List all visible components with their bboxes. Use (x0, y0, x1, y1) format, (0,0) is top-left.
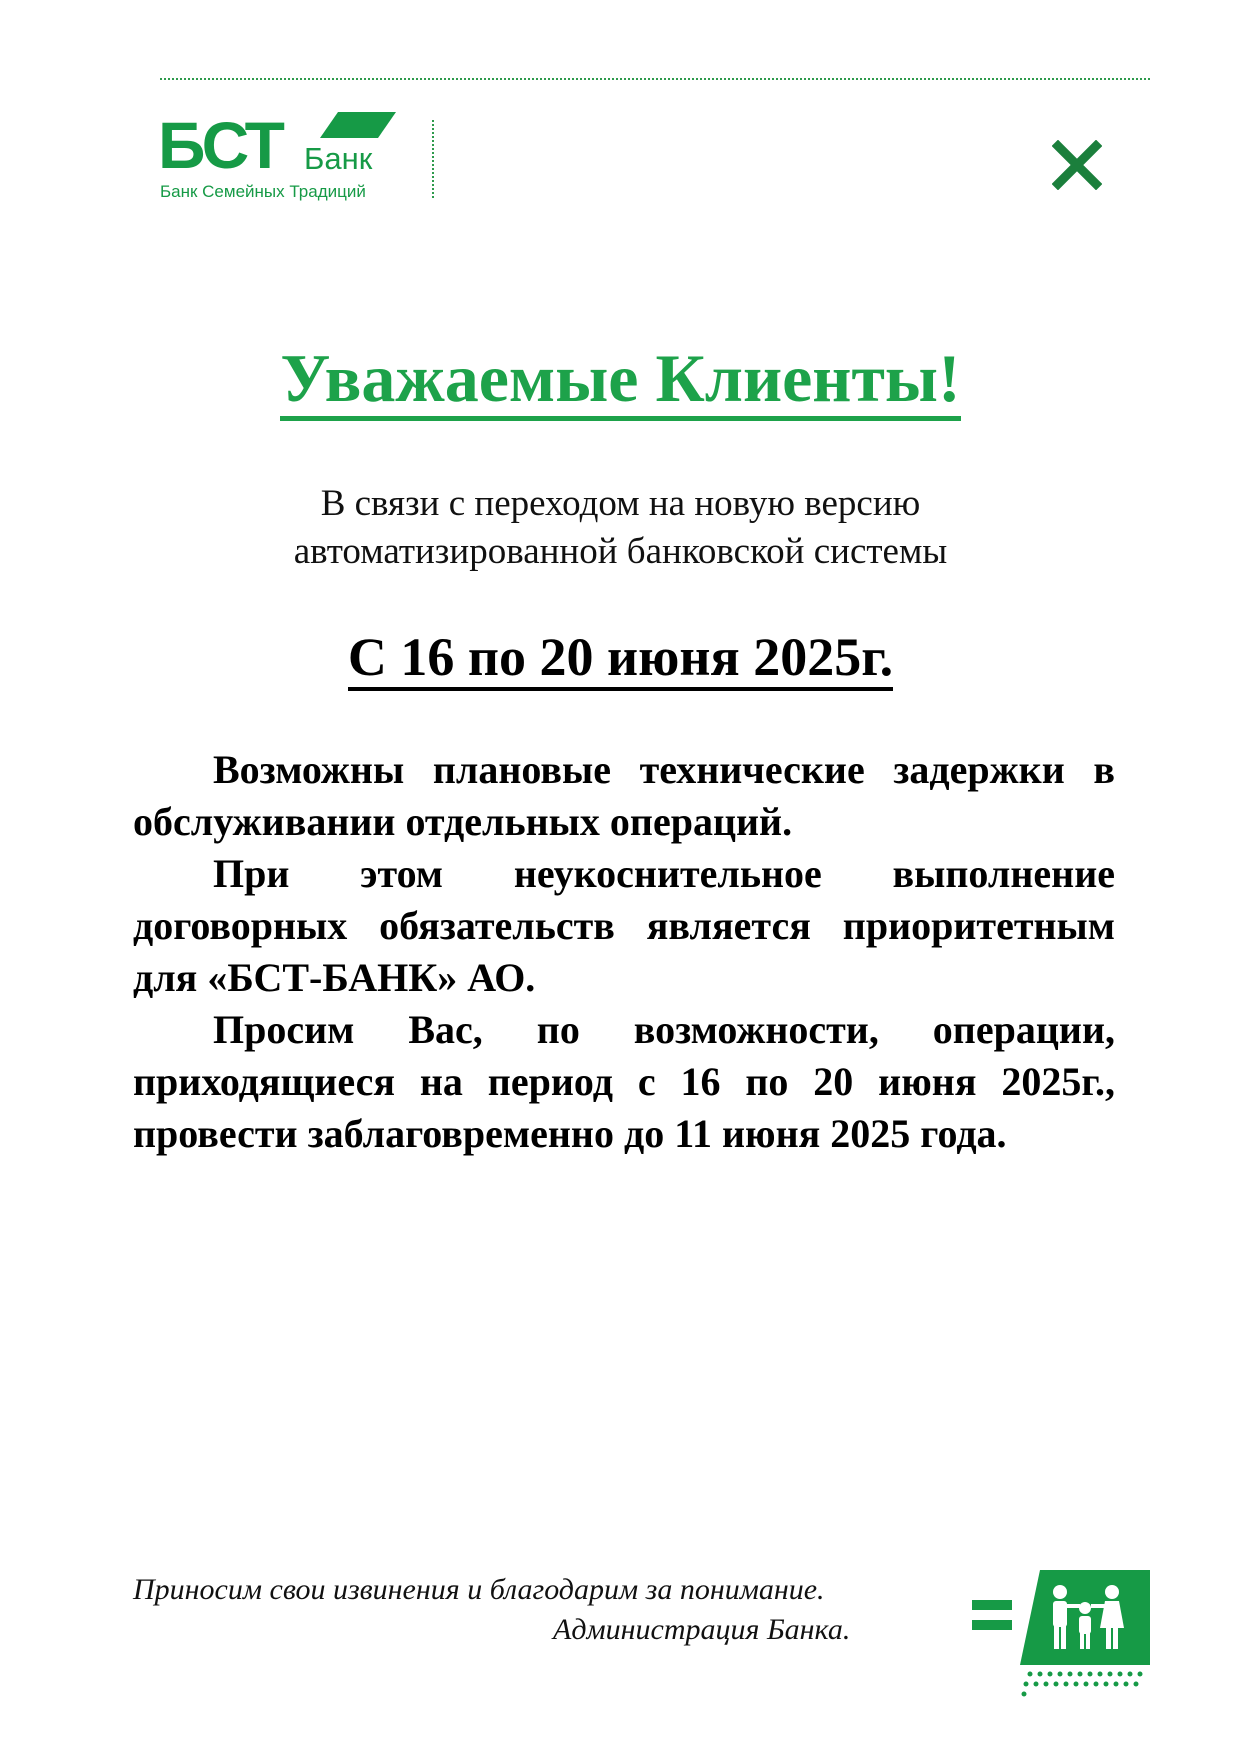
footer-administration: Администрация Банка. (553, 1613, 851, 1646)
logo-main-text: БСТ (158, 108, 282, 182)
date-range (0, 625, 1241, 689)
notice-body (133, 744, 1115, 1160)
date-range-text: С 16 по 20 июня 2025г. (348, 627, 893, 691)
paragraph-obligations: При этом неукоснительное выполнение договорных обязательств является приоритетным для «БСТ-БАНК» АО. (133, 851, 1115, 1000)
intro-text: В связи с переходом на новую версию автоматизированной банковской системы (293, 483, 948, 572)
paragraph-delays: Возможны плановые технические задержки в обслуживании отдельных операций. (133, 747, 1115, 844)
logo-leaf-icon (310, 112, 396, 138)
footer-apology: Приносим свои извинения и благодарим за понимание. (133, 1573, 825, 1606)
header-divider (432, 120, 434, 198)
footer-signature (133, 1570, 933, 1650)
paragraph-request: Просим Вас, по возможности, операции, приходящиеся на период с 16 по 20 июня 2025г., провести заблаговременно до 11 июня 2025 года. (133, 1007, 1115, 1156)
logo-subtitle: Банк Семейных Традиций (160, 182, 366, 201)
close-icon (1052, 140, 1102, 190)
page-title (0, 338, 1241, 418)
equals-icon (972, 1598, 1012, 1632)
family-icon (1020, 1570, 1150, 1698)
top-dotted-rule (160, 78, 1150, 80)
logo-bank-text: Банк (304, 141, 373, 176)
bank-logo (158, 108, 398, 204)
title-text: Уважаемые Клиенты! (280, 340, 960, 421)
